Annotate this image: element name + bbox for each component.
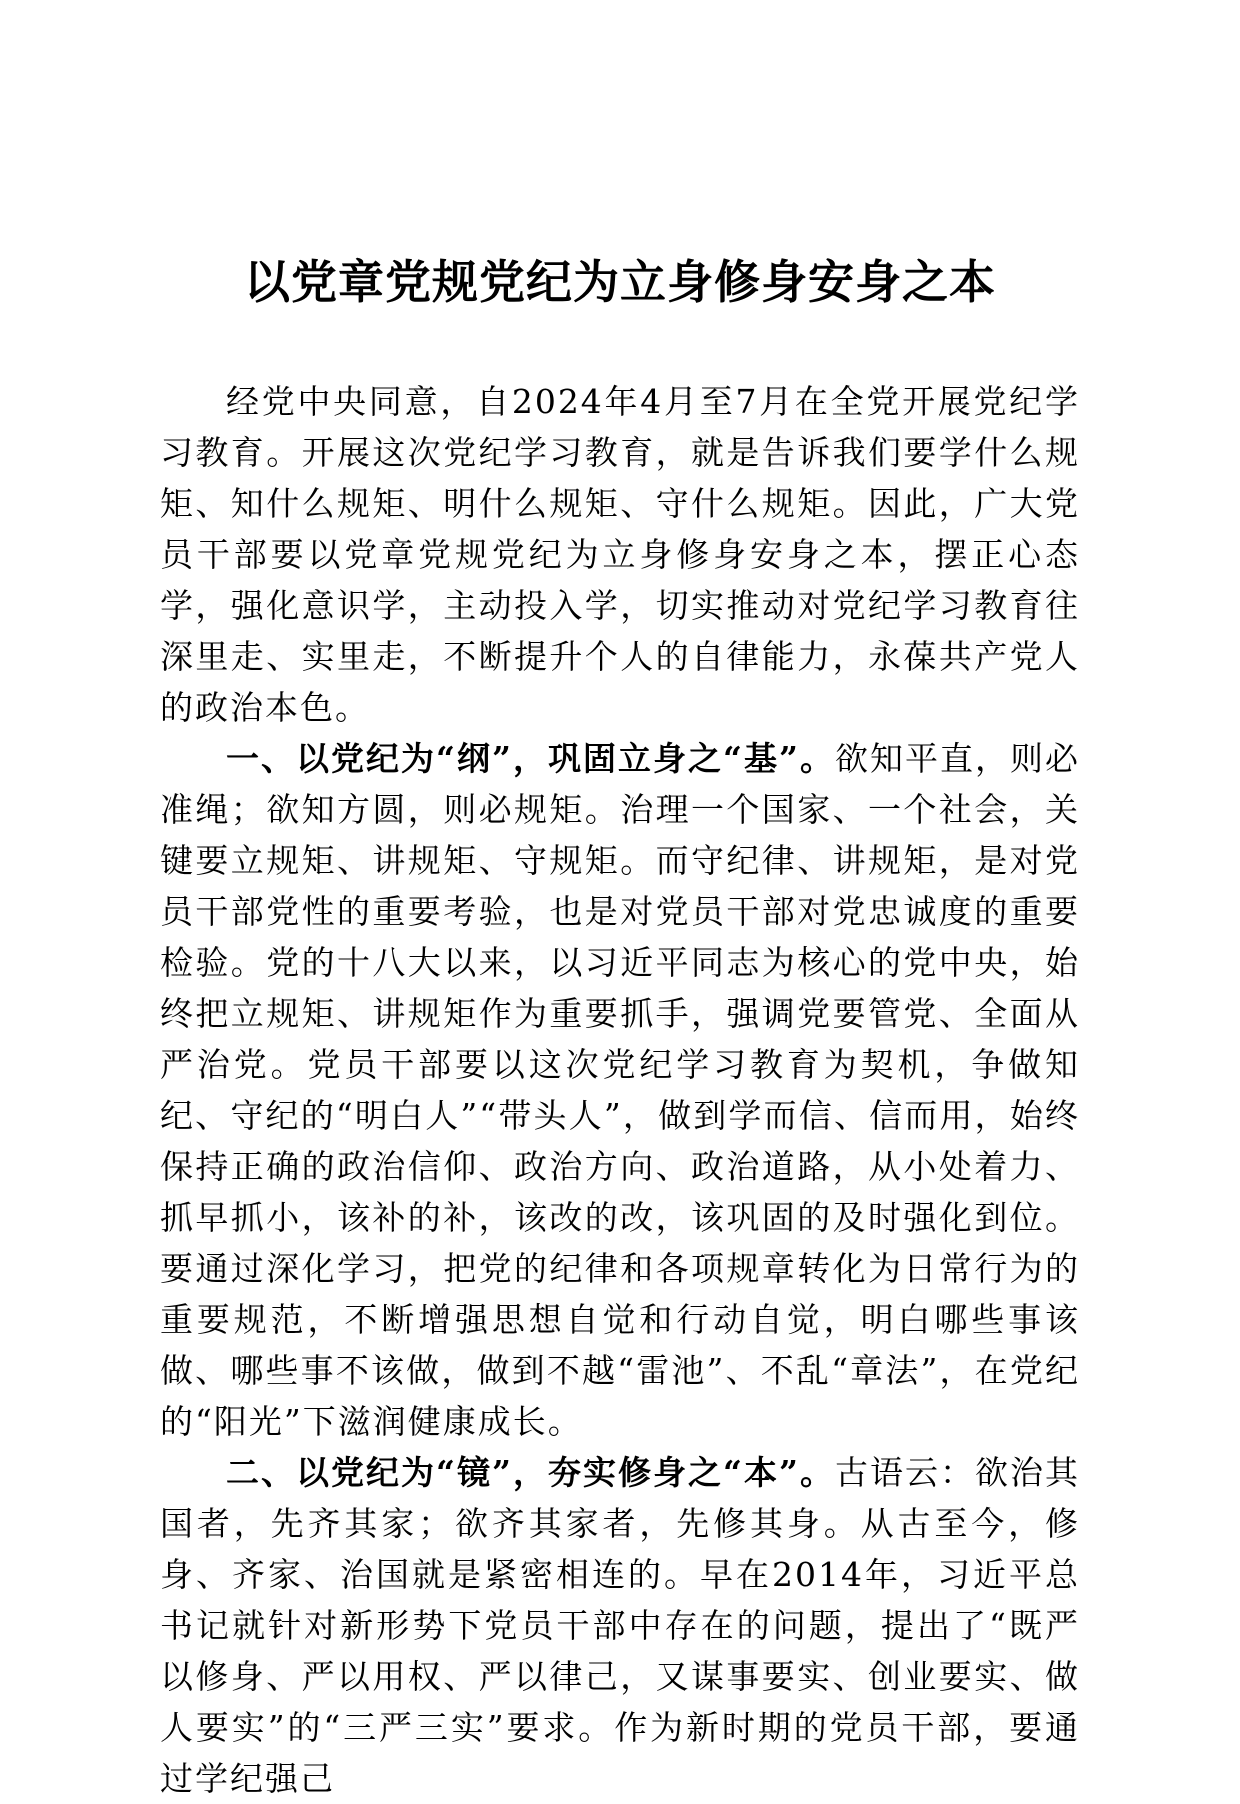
section-1-heading: 一、以党纪为“纲”，巩固立身之“基”。 [226,739,835,778]
section-1-paragraph [160,733,1080,1447]
section-2-paragraph [160,1447,1080,1804]
document-title: 以党章党规党纪为立身修身安身之本 [244,255,996,309]
document-body [160,376,1080,1804]
section-2-text: 古语云：欲治其国者，先齐其家；欲齐其家者，先修其身。从古至今，修身、齐家、治国就是紧密相连的。早在2014年，习近平总书记就针对新形势下党员干部中存在的问题，提出了“既严以修身、严以用权、严以律己，又谋事要实、创业要实、做人要实”的“三严三实”要求。作为新时期的党员干部，要通过学纪强己 [160,1453,1080,1798]
section-1-text: 欲知平直，则必准绳；欲知方圆，则必规矩。治理一个国家、一个社会，关键要立规矩、讲规矩、守规矩。而守纪律、讲规矩，是对党员干部党性的重要考验，也是对党员干部对党忠诚度的重要检验。党的十八大以来，以习近平同志为核心的党中央，始终把立规矩、讲规矩作为重要抓手，强调党要管党、全面从严治党。党员干部要以这次党纪学习教育为契机，争做知纪、守纪的“明白人”“带头人”，做到学而信、信而用，始终保持正确的政治信仰、政治方向、政治道路，从小处着力、抓早抓小，该补的补，该改的改，该巩固的及时强化到位。要通过深化学习，把党的纪律和各项规章转化为日常行为的重要规范，不断增强思想自觉和行动自觉，明白哪些事该做、哪些事不该做，做到不越“雷池”、不乱“章法”，在党纪的“阳光”下滋润健康成长。 [160,739,1080,1441]
intro-paragraph: 经党中央同意，自2024年4月至7月在全党开展党纪学习教育。开展这次党纪学习教育，就是告诉我们要学什么规矩、知什么规矩、明什么规矩、守什么规矩。因此，广大党员干部要以党章党规党纪为立身修身安身之本，摆正心态学，强化意识学，主动投入学，切实推动对党纪学习教育往深里走、实里走，不断提升个人的自律能力，永葆共产党人的政治本色。 [160,382,1080,727]
section-2-heading: 二、以党纪为“镜”，夯实修身之“本”。 [226,1453,835,1492]
